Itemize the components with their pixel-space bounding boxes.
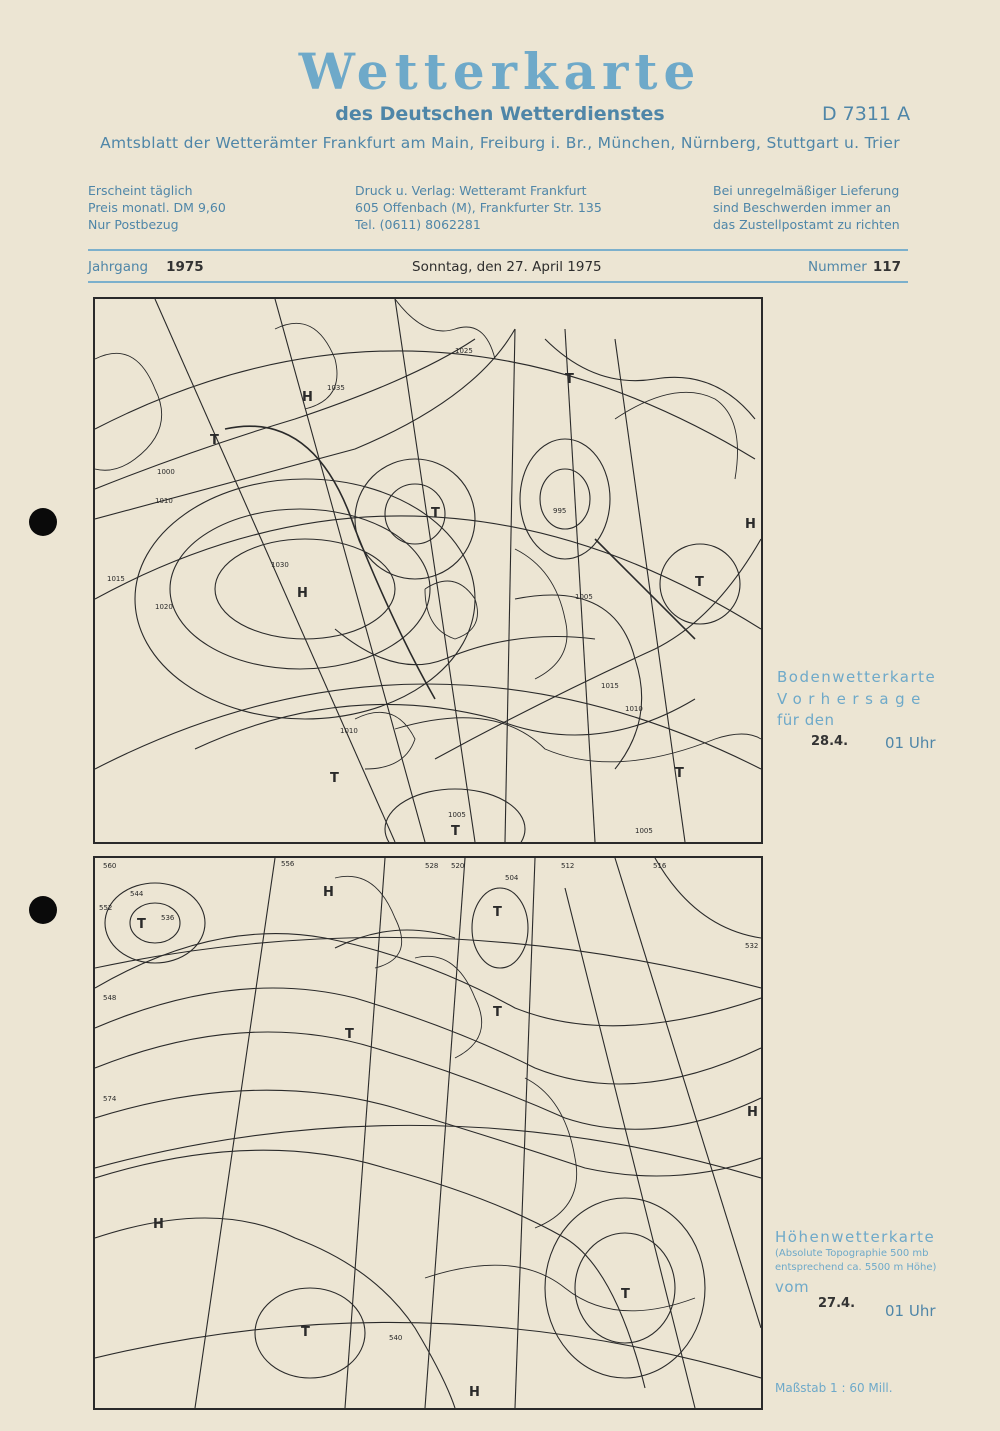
isobar-label: 1035 <box>327 384 345 392</box>
contour-label: 548 <box>103 994 117 1002</box>
low-pressure-marker: T <box>330 771 339 786</box>
surface-map-date: 28.4. <box>811 734 849 749</box>
issue-date: Sonntag, den 27. April 1975 <box>412 259 602 275</box>
isobar-label: 1020 <box>155 603 173 611</box>
contour-label: 544 <box>130 890 144 898</box>
isobar-label: 1015 <box>107 575 125 583</box>
nummer-label: Nummer <box>808 259 867 275</box>
amtsblatt-line: Amtsblatt der Wetterämter Frankfurt am Main, Freiburg i. Br., München, Nürnberg, Stuttgart u. Trier <box>100 134 900 152</box>
upper-map-title: Höhenwetterkarte <box>775 1228 936 1246</box>
punch-hole-bottom <box>29 896 57 924</box>
low-pressure-marker: T <box>301 1325 310 1340</box>
contour-label: 540 <box>389 1334 403 1342</box>
masthead-subtitle: des Deutschen Wetterdienstes <box>335 103 665 125</box>
high-pressure-marker: H <box>469 1385 480 1400</box>
contour-label: 504 <box>505 874 519 882</box>
high-pressure-marker: H <box>302 390 313 405</box>
info-right-line: das Zustellpostamt zu richten <box>713 217 900 232</box>
isobar-label: 1000 <box>157 468 175 476</box>
header-rule-bottom <box>88 281 908 283</box>
upper-map-graphic <box>95 858 761 1408</box>
low-pressure-marker: T <box>493 1005 502 1020</box>
high-pressure-marker: H <box>323 885 334 900</box>
upper-map-vom-label: vom <box>775 1278 810 1296</box>
masthead-title: Wetterkarte <box>298 42 702 101</box>
isobar-label: 1010 <box>155 497 173 505</box>
surface-map-graphic <box>95 299 761 842</box>
info-left-line: Preis monatl. DM 9,60 <box>88 200 226 215</box>
info-center-line: Tel. (0611) 8062281 <box>355 217 481 232</box>
upper-map-date: 27.4. <box>818 1296 856 1311</box>
info-right-line: sind Beschwerden immer an <box>713 200 891 215</box>
upper-air-map <box>93 856 763 1410</box>
low-pressure-marker: T <box>621 1287 630 1302</box>
isobar-label: 1005 <box>575 593 593 601</box>
contour-label: 536 <box>161 914 175 922</box>
surface-weather-map <box>93 297 763 844</box>
surface-map-title: Bodenwetterkarte <box>777 668 937 686</box>
low-pressure-marker: T <box>431 506 440 521</box>
contour-label: 556 <box>281 860 295 868</box>
high-pressure-marker: H <box>745 517 756 532</box>
isobar-label: 1005 <box>635 827 653 835</box>
isobar-label: 1005 <box>448 811 466 819</box>
contour-label: 574 <box>103 1095 117 1103</box>
low-pressure-marker: T <box>565 372 574 387</box>
low-pressure-marker: T <box>137 917 146 932</box>
contour-label: 516 <box>653 862 667 870</box>
info-center-line: 605 Offenbach (M), Frankfurter Str. 135 <box>355 200 602 215</box>
info-left-line: Erscheint täglich <box>88 183 193 198</box>
info-right-line: Bei unregelmäßiger Lieferung <box>713 183 900 198</box>
upper-map-subtitle-1: (Absolute Topographie 500 mb <box>775 1248 929 1259</box>
contour-label: 532 <box>745 942 759 950</box>
info-center-line: Druck u. Verlag: Wetteramt Frankfurt <box>355 183 587 198</box>
low-pressure-marker: T <box>451 824 460 839</box>
contour-label: 520 <box>451 862 465 870</box>
jahrgang-value: 1975 <box>166 259 204 275</box>
nummer-value: 117 <box>872 259 901 275</box>
high-pressure-marker: H <box>747 1105 758 1120</box>
surface-map-time: 01 Uhr <box>885 734 936 752</box>
low-pressure-marker: T <box>675 766 684 781</box>
contour-label: 528 <box>425 862 439 870</box>
jahrgang <box>88 259 204 275</box>
isobar-label: 995 <box>553 507 567 515</box>
info-left-line: Nur Postbezug <box>88 217 179 232</box>
punch-hole-top <box>29 508 57 536</box>
isobar-label: 1015 <box>601 682 619 690</box>
low-pressure-marker: T <box>210 433 219 448</box>
info-left <box>88 182 226 233</box>
publication-code: D 7311 A <box>822 103 911 125</box>
low-pressure-marker: T <box>345 1027 354 1042</box>
nummer <box>808 259 901 275</box>
isobar-label: 1030 <box>271 561 289 569</box>
low-pressure-marker: T <box>695 575 704 590</box>
upper-map-time: 01 Uhr <box>885 1302 936 1320</box>
jahrgang-label: Jahrgang <box>88 259 149 275</box>
info-right <box>713 182 900 233</box>
contour-label: 552 <box>99 904 113 912</box>
low-pressure-marker: T <box>493 905 502 920</box>
surface-map-fuerden-label: für den <box>777 711 835 729</box>
contour-label: 560 <box>103 862 117 870</box>
isobar-label: 1010 <box>340 727 358 735</box>
high-pressure-marker: H <box>153 1217 164 1232</box>
upper-map-subtitle-2: entsprechend ca. 5500 m Höhe) <box>775 1262 937 1273</box>
isobar-label: 1025 <box>455 347 473 355</box>
map-scale: Maßstab 1 : 60 Mill. <box>775 1381 893 1395</box>
high-pressure-marker: H <box>297 586 308 601</box>
contour-label: 512 <box>561 862 575 870</box>
surface-map-forecast-label: Vorhersage <box>777 690 927 708</box>
info-center <box>355 182 602 233</box>
header-rule-top <box>88 249 908 251</box>
isobar-label: 1010 <box>625 705 643 713</box>
